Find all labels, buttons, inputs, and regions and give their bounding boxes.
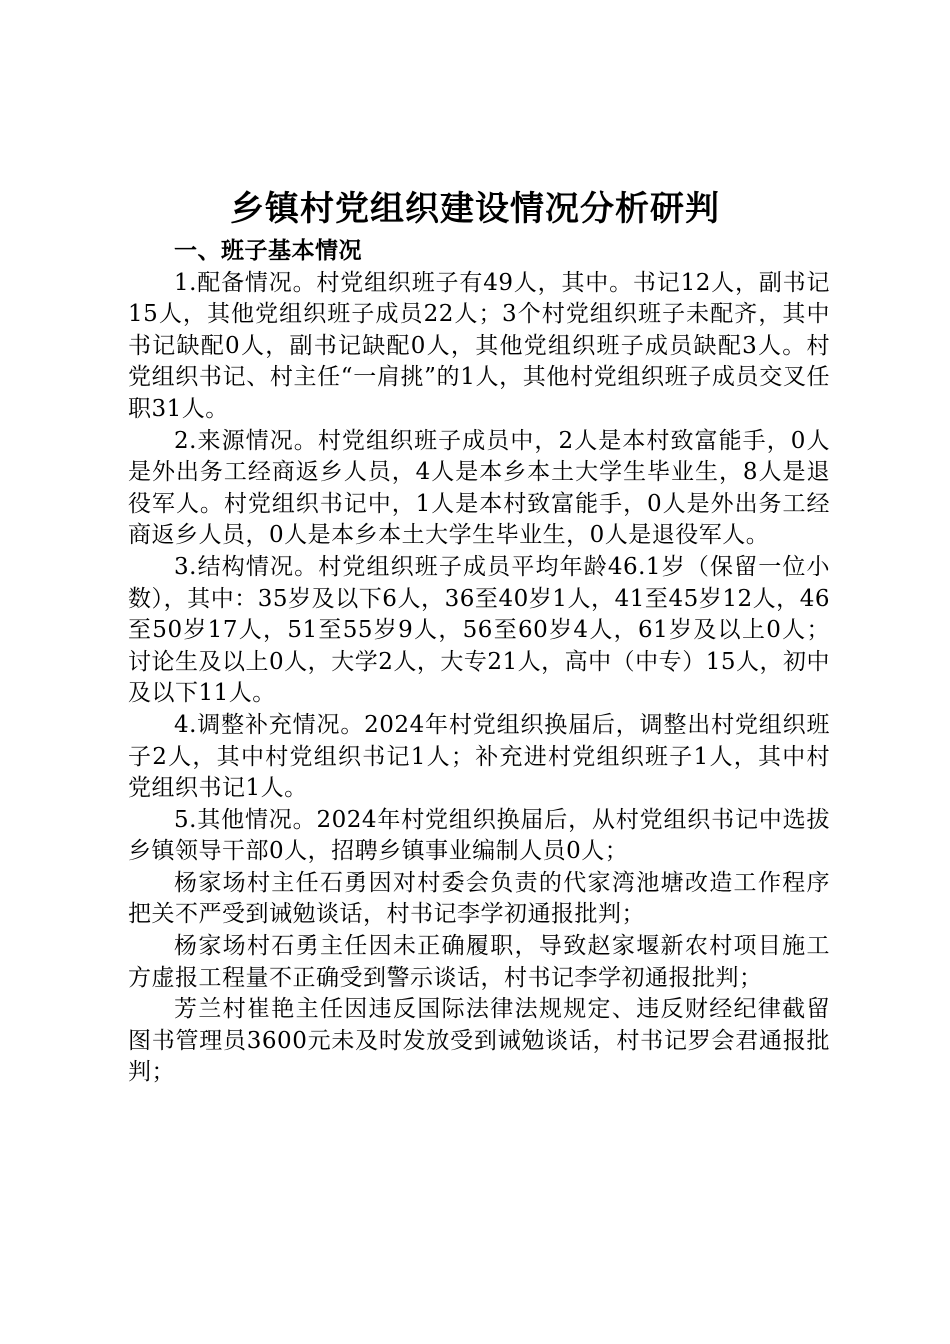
paragraph-case-1: 杨家场村主任石勇因对村委会负责的代家湾池塘改造工作程序把关不严受到诫勉谈话，村书记李学初通报批判； [128, 869, 830, 928]
paragraph-staffing: 1.配备情况。村党组织班子有49人，其中。书记12人，副书记15人，其他党组织班子成员22人；3个村党组织班子未配齐，其中书记缺配0人，副书记缺配0人，其他党组织班子成员缺配3人。村党组织书记、村主任“一肩挑”的1人，其他村党组织班子成员交叉任职31人。 [128, 269, 830, 422]
paragraph-adjustment: 4.调整补充情况。2024年村党组织换届后，调整出村党组织班子2人，其中村党组织书记1人；补充进村党组织班子1人，其中村党组织书记1人。 [128, 711, 830, 802]
document-title: 乡镇村党组织建设情况分析研判 [230, 189, 720, 229]
section-heading: 一、班子基本情况 [174, 238, 362, 264]
paragraph-sources: 2.来源情况。村党组织班子成员中，2人是本村致富能手，0人是外出务工经商返乡人员，4人是本乡本土大学生毕业生，8人是退役军人。村党组织书记中，1人是本村致富能手，0人是外出务工经商返乡人员，0人是本乡本土大学生毕业生，0人是退役军人。 [128, 427, 830, 549]
paragraph-case-2: 杨家场村石勇主任因未正确履职，导致赵家堰新农村项目施工方虚报工程量不正确受到警示谈话，村书记李学初通报批判； [128, 933, 830, 991]
document-body [128, 236, 830, 1089]
paragraph-other: 5.其他情况。2024年村党组织换届后，从村党组织书记中选拔乡镇领导干部0人，招聘乡镇事业编制人员0人； [128, 806, 830, 865]
paragraph-structure: 3.结构情况。村党组织班子成员平均年龄46.1岁（保留一位小数），其中：35岁及以下6人，36至40岁1人，41至45岁12人，46至50岁17人，51至55岁9人，56至60岁4人，61岁及以上0人；讨论生及以上0人，大学2人，大专21人，高中（中专）15人，初中及以下11人。 [128, 553, 830, 707]
paragraph-case-3: 芳兰村崔艳主任因违反国际法律法规规定、违反财经纪律截留图书管理员3600元未及时发放受到诫勉谈话，村书记罗会君通报批判； [128, 996, 830, 1086]
